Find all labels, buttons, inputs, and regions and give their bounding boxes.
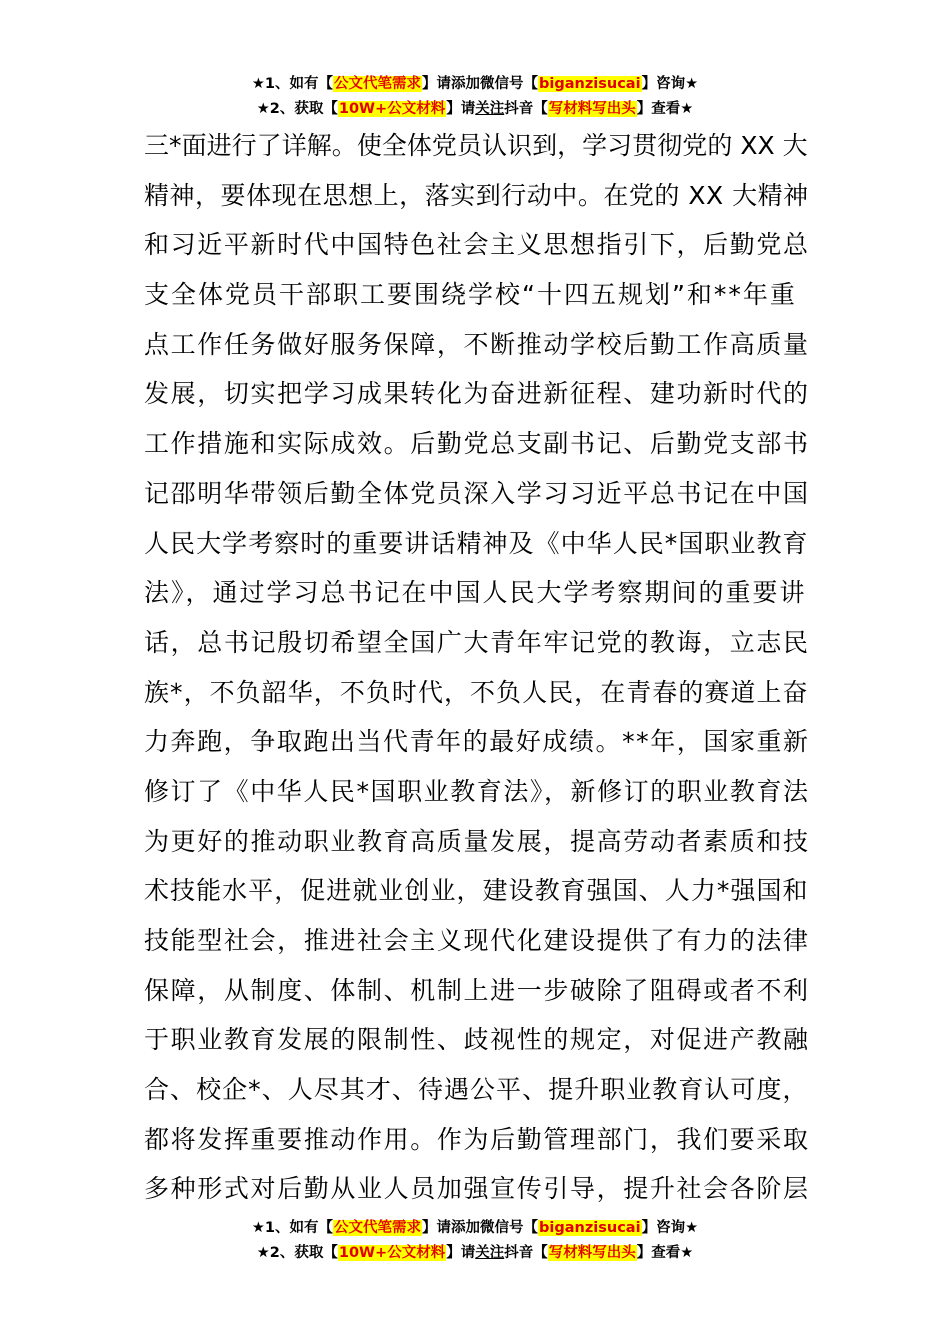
header-banner — [0, 72, 950, 122]
banner-text: 】查看★ — [636, 1245, 694, 1261]
paragraph-line: 力奔跑，争取跑出当代青年的最好成绩。**年，国家重新 — [144, 727, 810, 757]
paragraph-line: 和习近平新时代中国特色社会主义思想指引下，后勤党总 — [144, 230, 810, 260]
paragraph-line: 族*，不负韶华，不负时代，不负人民，在青春的赛道上奋 — [144, 677, 809, 707]
paragraph-line: 话，总书记殷切希望全国广大青年牢记党的教诲，立志民 — [144, 627, 810, 657]
footer-banner — [0, 1216, 950, 1266]
banner-text: 】请添加微信号【 — [422, 1220, 539, 1236]
banner-wechat-id: biganzisucai — [539, 1220, 641, 1236]
paragraph-line: 精神，要体现在思想上，落实到行动中。在党的 XX 大精神 — [144, 180, 809, 210]
paragraph-line: 三*面进行了详解。使全体党员认识到，学习贯彻党的 XX 大 — [144, 131, 808, 160]
banner-line-2 — [0, 97, 950, 122]
banner-highlight: 10W+公文材料 — [338, 101, 446, 117]
paragraph-line: 发展，切实把学习成果转化为奋进新征程、建功新时代的 — [144, 379, 810, 409]
banner-highlight: 写材料写出头 — [548, 101, 636, 117]
paragraph-line: 人民大学考察时的重要讲话精神及《中华人民*国职业教育 — [144, 528, 809, 558]
document-body — [144, 121, 808, 1214]
banner-text: 】查看★ — [636, 101, 694, 117]
banner-wechat-id: biganzisucai — [539, 76, 641, 92]
banner-underlined: 关注 — [475, 1245, 505, 1261]
banner-highlight: 10W+公文材料 — [338, 1245, 446, 1261]
banner-text: 】请 — [446, 1245, 476, 1261]
banner-text: ★1、如有【 — [251, 76, 334, 92]
paragraph-line: 合、校企*、人尽其才、待遇公平、提升职业教育认可度， — [144, 1075, 809, 1105]
banner-line-1 — [0, 1216, 950, 1241]
banner-text: 】请添加微信号【 — [422, 76, 539, 92]
banner-text: 】咨询★ — [641, 76, 699, 92]
banner-text: 抖音【 — [504, 1245, 548, 1261]
paragraph-line: 多种形式对后勤从业人员加强宣传引导，提升社会各阶层 — [144, 1174, 810, 1204]
paragraph-line: 术技能水平，促进就业创业，建设教育强国、人力*强国和 — [144, 876, 809, 906]
paragraph-line: 记邵明华带领后勤全体党员深入学习习近平总书记在中国 — [144, 478, 810, 508]
paragraph-line: 为更好的推动职业教育高质量发展，提高劳动者素质和技 — [144, 826, 810, 856]
paragraph-line: 技能型社会，推进社会主义现代化建设提供了有力的法律 — [144, 926, 810, 955]
banner-text: ★1、如有【 — [251, 1220, 334, 1236]
banner-line-1 — [0, 72, 950, 97]
banner-text: 抖音【 — [504, 101, 548, 117]
paragraph-line: 修订了《中华人民*国职业教育法》，新修订的职业教育法 — [144, 776, 810, 806]
paragraph-line: 工作措施和实际成效。后勤党总支副书记、后勤党支部书 — [144, 429, 810, 459]
banner-text: ★2、获取【 — [256, 1245, 338, 1261]
banner-text: ★2、获取【 — [256, 101, 338, 117]
paragraph-line: 于职业教育发展的限制性、歧视性的规定，对促进产教融 — [144, 1025, 810, 1055]
paragraph-line: 都将发挥重要推动作用。作为后勤管理部门，我们要采取 — [144, 1124, 810, 1154]
paragraph-line: 法》，通过学习总书记在中国人民大学考察期间的重要讲 — [144, 578, 807, 608]
banner-line-2 — [0, 1241, 950, 1266]
paragraph-line: 点工作任务做好服务保障，不断推动学校后勤工作高质量 — [144, 329, 810, 359]
paragraph-line: 保障，从制度、体制、机制上进一步破除了阻碍或者不利 — [144, 975, 810, 1005]
banner-highlight: 公文代笔需求 — [334, 76, 422, 92]
banner-highlight: 公文代笔需求 — [334, 1220, 422, 1236]
banner-highlight: 写材料写出头 — [548, 1245, 636, 1261]
banner-text: 】咨询★ — [641, 1220, 699, 1236]
paragraph-line: 支全体党员干部职工要围绕学校“十四五规划”和**年重 — [144, 280, 797, 310]
banner-underlined: 关注 — [475, 101, 505, 117]
banner-text: 】请 — [446, 101, 476, 117]
